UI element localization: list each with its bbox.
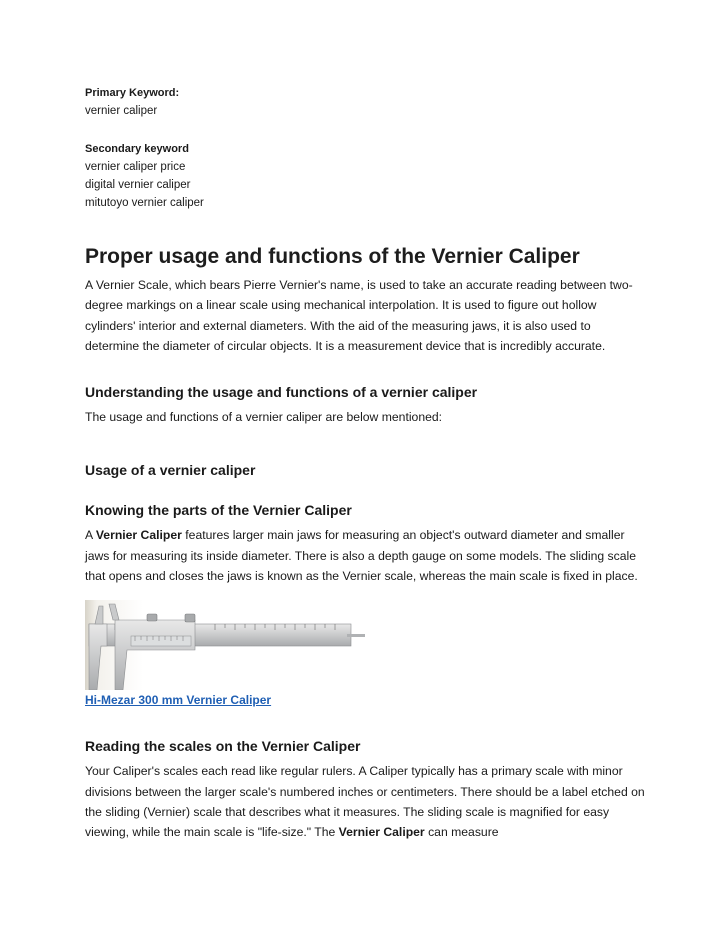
intro-paragraph: A Vernier Scale, which bears Pierre Vernier's name, is used to take an accurate reading between two-degree markings on a linear scale using mechanical interpolation. It is used to figure out hollow cylinders' interior and external diameters. With the aid of the measuring jaws, it is also used to determine the diameter of circular objects. It is a measurement device that is incredibly accurate. bbox=[85, 278, 633, 353]
caliper-illustration bbox=[85, 600, 367, 690]
reading-text-pre: Your Caliper's scales each read like regular rulers. A Caliper typically has a primary scale with minor divisions between the larger scale's numbered inches or centimeters. There should be a label etched on the sliding (Vernier) scale that describes what it measures. The sliding scale is magnified for easy viewing, while the main scale is "life-size." The bbox=[85, 764, 645, 840]
section-understanding-text: The usage and functions of a vernier caliper are below mentioned: bbox=[85, 410, 443, 425]
reading-text-bold: Vernier Caliper bbox=[338, 825, 425, 840]
primary-keyword-label: Primary Keyword: bbox=[85, 87, 180, 99]
section-heading-reading: Reading the scales on the Vernier Caliper bbox=[85, 738, 361, 755]
vernier-caliper-image bbox=[85, 600, 367, 690]
article-title: Proper usage and functions of the Vernier Caliper bbox=[85, 245, 580, 268]
secondary-keyword-label: Secondary keyword bbox=[85, 143, 189, 155]
section-parts-text bbox=[85, 525, 645, 586]
section-heading-usage: Usage of a vernier caliper bbox=[85, 462, 256, 479]
primary-keyword-value: vernier caliper bbox=[85, 105, 158, 117]
parts-text-pre: A bbox=[85, 528, 96, 543]
secondary-keyword-3: mitutoyo vernier caliper bbox=[85, 197, 204, 209]
section-heading-parts: Knowing the parts of the Vernier Caliper bbox=[85, 502, 352, 519]
secondary-keyword-1: vernier caliper price bbox=[85, 161, 186, 173]
document-page bbox=[85, 84, 645, 843]
section-reading-text bbox=[85, 761, 645, 842]
secondary-keyword-2: digital vernier caliper bbox=[85, 179, 191, 191]
parts-text-bold: Vernier Caliper bbox=[95, 528, 182, 543]
parts-text-post: features larger main jaws for measuring an object's outward diameter and smaller jaws for measuring its inside diameter. There is also a depth gauge on some models. The sliding scale that opens and closes the jaws is known as the Vernier scale, whereas the main scale is fixed in place. bbox=[85, 528, 638, 584]
reading-text-post: can measure bbox=[424, 825, 499, 840]
section-heading-understanding: Understanding the usage and functions of a vernier caliper bbox=[85, 384, 478, 401]
image-caption-link[interactable]: Hi-Mezar 300 mm Vernier Caliper bbox=[85, 693, 272, 708]
